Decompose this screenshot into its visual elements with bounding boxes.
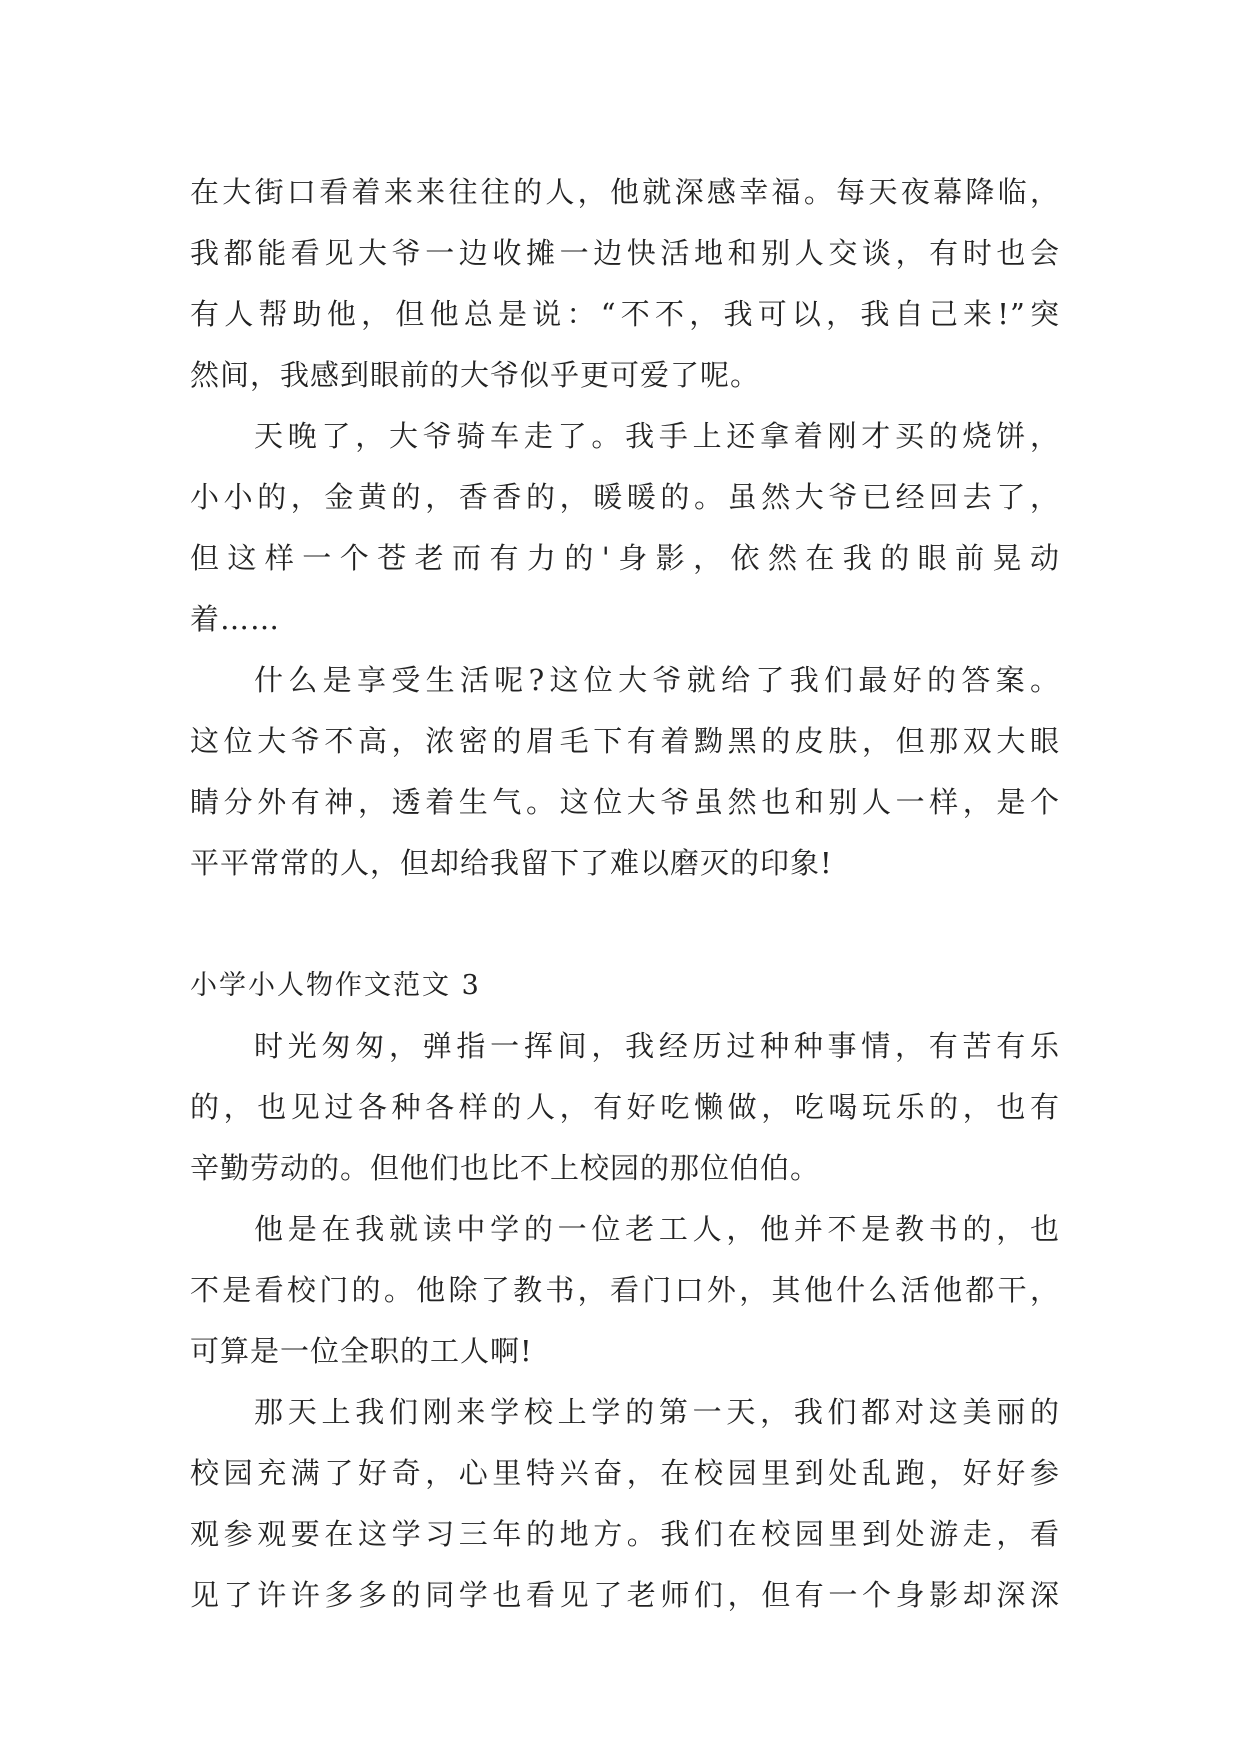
section-heading: 小学小人物作文范文 3	[190, 970, 481, 1001]
paragraph	[190, 406, 1060, 650]
text-line: 但这样一个苍老而有力的'身影，依然在我的眼前晃动	[190, 541, 1060, 575]
text-line: 在大街口看着来来往往的人，他就深感幸福。每天夜幕降临，	[190, 175, 1060, 209]
text-line: 见了许许多多的同学也看见了老师们，但有一个身影却深深	[190, 1578, 1060, 1612]
text-line: 的，也见过各种各样的人，有好吃懒做，吃喝玩乐的，也有	[190, 1090, 1060, 1124]
paragraph	[190, 162, 1060, 406]
text-line: 小小的，金黄的，香香的，暖暖的。虽然大爷已经回去了，	[190, 480, 1060, 514]
text-line: 那天上我们刚来学校上学的第一天，我们都对这美丽的	[254, 1395, 1060, 1429]
text-line: 天晚了，大爷骑车走了。我手上还拿着刚才买的烧饼，	[254, 419, 1060, 453]
paragraph	[190, 1199, 1060, 1382]
text-line: 睛分外有神，透着生气。这位大爷虽然也和别人一样，是个	[190, 785, 1060, 819]
text-line: 平平常常的人，但却给我留下了难以磨灭的印象!	[190, 846, 833, 880]
section-spacer	[190, 894, 1060, 955]
text-line: 辛勤劳动的。但他们也比不上校园的那位伯伯。	[190, 1151, 821, 1185]
text-line: 他是在我就读中学的一位老工人，他并不是教书的，也	[254, 1212, 1060, 1246]
document-page	[190, 162, 1060, 1626]
text-line: 不是看校门的。他除了教书，看门口外，其他什么活他都干，	[190, 1273, 1060, 1307]
text-line: 然间，我感到眼前的大爷似乎更可爱了呢。	[190, 358, 761, 392]
paragraph	[190, 1016, 1060, 1199]
text-line: 可算是一位全职的工人啊!	[190, 1334, 533, 1368]
text-line: 观参观要在这学习三年的地方。我们在校园里到处游走，看	[190, 1517, 1060, 1551]
text-line: 时光匆匆，弹指一挥间，我经历过种种事情，有苦有乐	[254, 1029, 1060, 1063]
paragraph	[190, 1382, 1060, 1626]
text-line: 有人帮助他，但他总是说：“不不，我可以，我自己来!”突	[190, 297, 1060, 331]
text-line: 我都能看见大爷一边收摊一边快活地和别人交谈，有时也会	[190, 236, 1060, 270]
text-line: 校园充满了好奇，心里特兴奋，在校园里到处乱跑，好好参	[190, 1456, 1060, 1490]
text-line: 什么是享受生活呢?这位大爷就给了我们最好的答案。	[254, 663, 1060, 697]
paragraph	[190, 650, 1060, 894]
text-line: 着……	[190, 602, 281, 636]
text-line: 这位大爷不高，浓密的眉毛下有着黝黑的皮肤，但那双大眼	[190, 724, 1060, 758]
